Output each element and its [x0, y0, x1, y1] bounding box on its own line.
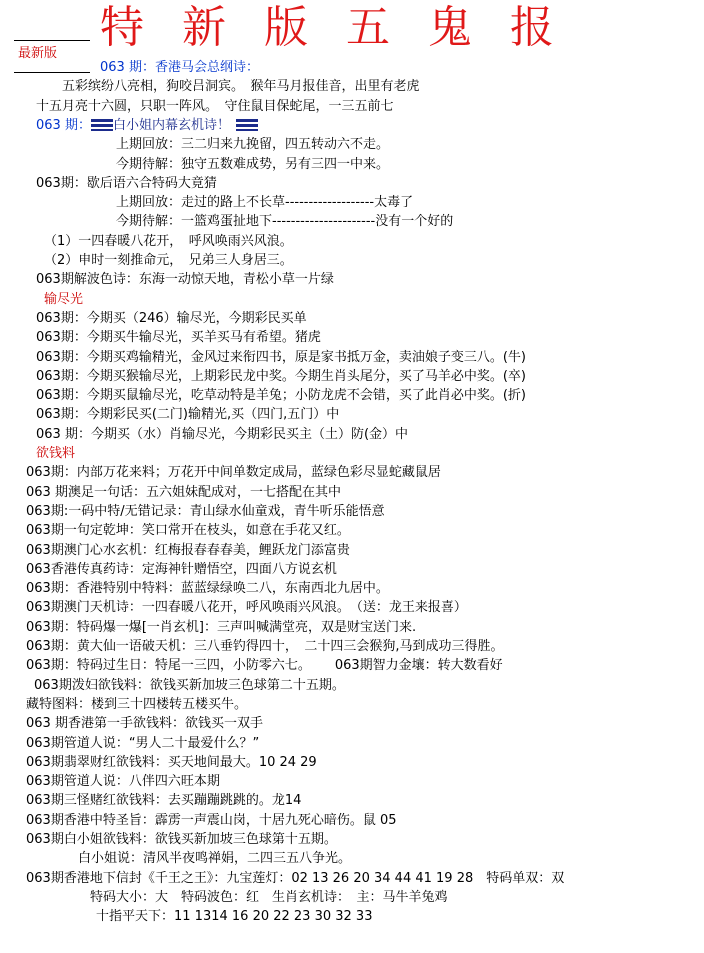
- line-text: （2）申时一刻推命元， 兄弟三人身居三。: [44, 253, 293, 268]
- line-text: 063期：今期买鼠输尽光，吃草动特是羊兔；小防龙虎不会错，买了此肖必中奖。(折): [36, 388, 526, 404]
- text-line: [44, 233, 293, 251]
- line-text: 063期：今期买牛输尽光，买羊买马有希望。猪虎: [36, 330, 321, 346]
- text-line: [26, 831, 337, 849]
- line-text: 063香港传真药诗：定海神针赠悟空，四面八方说玄机: [26, 561, 337, 577]
- text-line: [90, 889, 448, 907]
- line-text: 欲钱料: [36, 446, 76, 461]
- text-line: [26, 619, 416, 637]
- line-text: 063 期澳足一句话：五六姐妹配成对，一七搭配在其中: [26, 484, 341, 500]
- text-line: [36, 349, 526, 367]
- text-line: [26, 870, 564, 888]
- text-line: [26, 484, 341, 502]
- line-text: 063期：歇后语六合特码大竟猜: [36, 175, 217, 191]
- line-text: 063期:一码中特/无错记录：青山绿水仙童戏，青牛听乐能悟意: [26, 503, 385, 519]
- text-line: [34, 677, 345, 695]
- line-text: 063期一句定乾坤：笑口常开在枝头，如意在手花又红。: [26, 523, 350, 539]
- text-line: [100, 59, 259, 77]
- line-text: 063期澳门天机诗：一四春暖八花开，呼风唤雨兴风浪。 （送：龙王来报喜）: [26, 600, 467, 616]
- text-line: [62, 78, 420, 96]
- text-line: [26, 522, 350, 540]
- line-text: 063期：今期彩民买(二门)输精光,买（四门,五门）中: [36, 407, 340, 423]
- line-text: 输尽光: [44, 291, 84, 307]
- text-line: [26, 715, 263, 733]
- line-text: （1）一四春暖八花开， 呼风唤雨兴风浪。: [44, 233, 293, 249]
- text-line: [26, 638, 503, 656]
- line-text: 063期：内部万花来料；万花开中间单数定成局，蓝绿色彩尽显蛇藏鼠居: [26, 465, 441, 481]
- text-line: [36, 445, 75, 463]
- text-line: [26, 580, 389, 598]
- line-text: 063 期：香港马会总纲诗：: [100, 60, 259, 75]
- line-text: 063 期：今期买（水）肖输尽光，今期彩民买主（土）防(金）中: [36, 426, 409, 442]
- text-line: [78, 850, 351, 868]
- line-text: 063期香港地下信封《千王之王》：九宝莲灯：02 13 26 20 34 44 41 19 28 特码单双：双: [26, 870, 565, 886]
- line-text: 063期解波色诗：东海一动惊天地，青松小草一片绿: [36, 272, 334, 288]
- line-text: 063期管道人说：八伴四六旺本期: [26, 774, 220, 790]
- line-text: 十五月亮十六圆，只职一阵风。 守住鼠目保蛇尾，一三五前七: [36, 98, 394, 114]
- text-line: [36, 406, 339, 424]
- text-line: [36, 271, 334, 289]
- bars-icon: [236, 119, 258, 131]
- text-line: [26, 812, 397, 830]
- text-line: [26, 696, 247, 714]
- line-text: 特码大小：大 特码波色：红 生肖玄机诗： 主：马牛羊兔鸡: [90, 889, 448, 905]
- line-text: 藏特图料：楼到三十四楼转五楼买牛。: [26, 696, 248, 712]
- edition-tag: 最新版: [18, 46, 58, 61]
- line-text: 白小姐说：清风半夜鸣禅娟，二四三五八争光。: [78, 851, 352, 867]
- text-line: [36, 426, 408, 444]
- line-text: 063期管道人说：“男人二十最爱什么？”: [26, 735, 260, 751]
- text-line: [26, 542, 350, 560]
- line-text: 五彩缤纷八亮相，狗咬吕洞宾。 猴年马月报佳音，出里有老虎: [62, 79, 420, 95]
- line-text: 063期澳门心水玄机：红梅报春春春美，鲤跃龙门添富贵: [26, 542, 350, 558]
- line-text: 063期：特码爆一爆[一肖玄机]：三声叫喊满堂亮，双是财宝送门来.: [26, 619, 417, 635]
- text-line: [36, 387, 526, 405]
- text-line: [36, 175, 217, 193]
- text-line: [26, 599, 467, 617]
- text-line: [116, 136, 389, 154]
- bars-icon: [91, 119, 113, 131]
- line-text: 白小姐内幕玄机诗！: [112, 117, 230, 133]
- line-text: 十指平天下：11 1314 16 20 22 23 30 32 33: [96, 909, 373, 925]
- text-line: [96, 908, 372, 926]
- line-text: 063 期：: [36, 117, 91, 133]
- text-line: [26, 657, 503, 675]
- text-line: [26, 773, 220, 791]
- text-line: [36, 117, 258, 135]
- text-line: [36, 368, 526, 386]
- text-line: [26, 503, 385, 521]
- line-text: 063期白小姐欲钱料：欲钱买新加坡三色球第十五期。: [26, 832, 337, 847]
- line-text: 063期：今期买（246）输尽光，今期彩民买单: [36, 310, 307, 326]
- text-line: [44, 291, 83, 309]
- divider-top: [14, 40, 90, 41]
- line-text: 今期待解：一篮鸡蛋扯地下----------------------没有一个好的: [116, 214, 454, 230]
- text-line: [116, 156, 389, 174]
- line-text: 063期三怪赌红欲钱料：去买蹦蹦跳跳的。龙14: [26, 793, 302, 809]
- text-line: [26, 561, 337, 579]
- line-text: 上期回放：走过的路上不长草-------------------太毒了: [116, 195, 414, 211]
- line-text: 063期：特码过生日：特尾一三四，小防零六七。: [26, 658, 311, 674]
- text-line: [116, 213, 453, 231]
- text-line: [26, 464, 441, 482]
- line-text: 今期待解：独守五数难成势，另有三四一中来。: [116, 156, 390, 172]
- text-line: [36, 310, 307, 328]
- text-line: [116, 194, 413, 212]
- text-line: [26, 792, 301, 810]
- line-text: 063期：黄大仙一语破天机：三八垂钓得四十， 二十四三会猴狗,马到成功三得胜。: [26, 639, 504, 654]
- line-extra-text: 063期智力金壤：转大数看好: [334, 658, 503, 674]
- line-text: 上期回放：三二归来九挽留，四五转动六不走。: [116, 137, 390, 153]
- line-text: 063期香港中特圣旨：霹雳一声震山岗，十居九死心暗伤。鼠 05: [26, 812, 397, 828]
- line-text: 063期：今期买鸡输精光，金风过来衔四书，原是家书抵万金，卖油娘子变三八。(牛): [36, 349, 526, 365]
- divider-bottom: [14, 72, 90, 73]
- text-line: [44, 252, 293, 270]
- text-line: [36, 98, 394, 116]
- page-title: 特 新 版 五 鬼 报: [100, 2, 566, 53]
- line-text: 063期泼妇欲钱料：欲钱买新加坡三色球第二十五期。: [34, 677, 345, 693]
- line-text: 063期：香港特别中特料：蓝蓝绿绿唤二八，东南西北九居中。: [26, 581, 389, 597]
- line-text: 063期翡翠财红欲钱料：买天地间最大。10 24 29: [26, 754, 317, 770]
- line-text: 063 期香港第一手欲钱料：欲钱买一双手: [26, 716, 263, 732]
- text-line: [26, 754, 317, 772]
- text-line: [36, 329, 321, 347]
- text-line: [26, 735, 259, 753]
- line-text: 063期：今期买猴输尽光，上期彩民龙中奖。今期生肖头尾分，买了马羊必中奖。(卒): [36, 368, 526, 384]
